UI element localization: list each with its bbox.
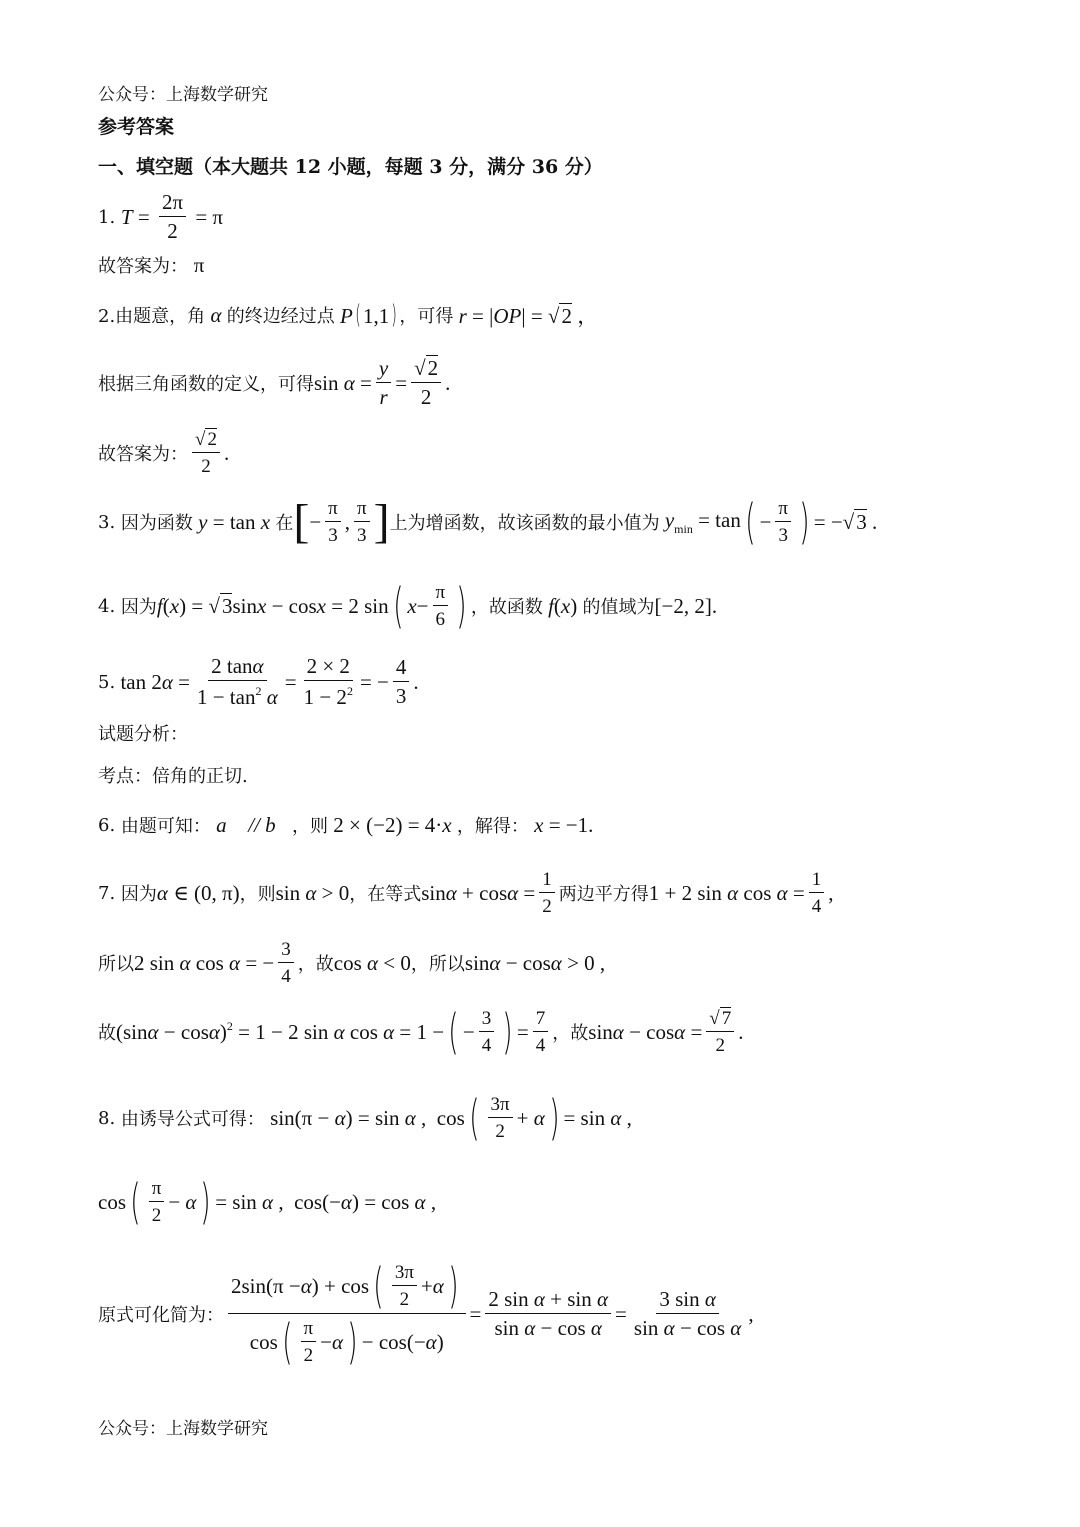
- q7-line2: 所以 2 sin α cos α = − $\frac{3}{4}$ ，故 cos α < 0 ，所以 sinα − cosα > 0 ,: [98, 939, 606, 987]
- q8-line1: 8. 由诱导公式可得： sin(π − α) = sin α , cos ( $\frac{3\pi}{2}$ + α ) = sin α ,: [98, 1090, 632, 1146]
- q5-analysis: 试题分析：: [98, 724, 188, 745]
- q1-number: 1.: [98, 206, 116, 228]
- q8-line2: cos ( $\frac{\pi}{2}$ − α ) = sin α , cos(−α) = cos α ,: [98, 1174, 437, 1230]
- section-heading: 一、填空题（本大题共 12 小题，每题 3 分，满分 36 分）: [98, 156, 603, 178]
- answer-title: 参考答案: [98, 116, 175, 138]
- q5-line: 5. tan 2α = $\frac{2 \tan\alpha}{1 - \tan^2 \alpha}$ = $\frac{2 \times 2}{1 - 2^2}$ = − $\frac{4}{3}$ .: [98, 654, 419, 709]
- q7-line1: 7. 因为 α ∈ (0, π) ，则 sin α > 0 ，在等式 sinα + cosα = $\frac{1}{2}$ 两边平方得 1 + 2 sin α cos α = $\frac{1}{4}$ ,: [98, 869, 834, 917]
- q7-line3: 故 $(\sin\alpha - \cos\alpha)^2 = 1 - 2$ sin α cos α = 1 − ( − $\frac{3}{4}$ ) = $\frac{7}{4}$ ，故 sinα − cosα = $\frac{√ 7}{2}$ .: [98, 1004, 744, 1060]
- q2-line1: 2.由题意，角 α 的终边经过点 P( 1,1) ，可得 r = |OP| = √2 ，: [98, 300, 599, 330]
- q2-answer: 故答案为： $\frac{√ 2}{2}$ .: [98, 429, 230, 477]
- footer-note: 公众号：上海数学研究: [98, 1419, 268, 1439]
- q5-point: 考点：倍角的正切.: [98, 766, 248, 787]
- q2-line2: 根据三角函数的定义，可得 sin α = $\frac{y}{r}$ = $\frac{√2}{2}$ .: [98, 356, 451, 409]
- header-note: 公众号：上海数学研究: [98, 85, 268, 105]
- q1-line: 1. T = $\frac{2\pi}{2}$ = π: [98, 190, 224, 243]
- fraction: $\frac{2\pi}{2}$: [159, 192, 186, 242]
- q8-line3: 原式可化简为： 2sin(π − α ) + cos ( $\frac{3\pi}{2}$ + α ) cos ( $\frac{\pi}{2}$ − α ) − cos(− α ) = $\frac{\text{2 sin α + sin α}}{\text{sin α − cos α}}$ = $\frac{\text{3 sin α}}{\text{sin α − cos α}}$ ,: [98, 1258, 754, 1370]
- big-fraction: 2sin(π − α ) + cos ( $\frac{3\pi}{2}$ + α ) cos ( $\frac{\pi}{2}$ − α ) − cos(− α ): [228, 1262, 466, 1366]
- q3-line: 3. 因为函数 y = tan x 在 [ − $\frac{\pi}{3}$ , $\frac{\pi}{3}$ ] 上为增函数，故该函数的最小值为 $y_{min} = \tan$ ( − $\frac{\pi}{3}$ ) = −√3 .: [98, 494, 878, 550]
- q4-line: 4. 因为 f(x) = √3sinx − cosx = 2 sin ( x − $\frac{\pi}{6}$ ) ，故函数 f(x) 的值域为 [−2, 2].: [98, 578, 718, 634]
- q1-answer: 故答案为： π: [98, 252, 205, 277]
- q6-line: 6. 由题可知： a⃗ // b⃗ ，则 2 × (−2) = 4·x ，解得： x = −1.: [98, 812, 594, 837]
